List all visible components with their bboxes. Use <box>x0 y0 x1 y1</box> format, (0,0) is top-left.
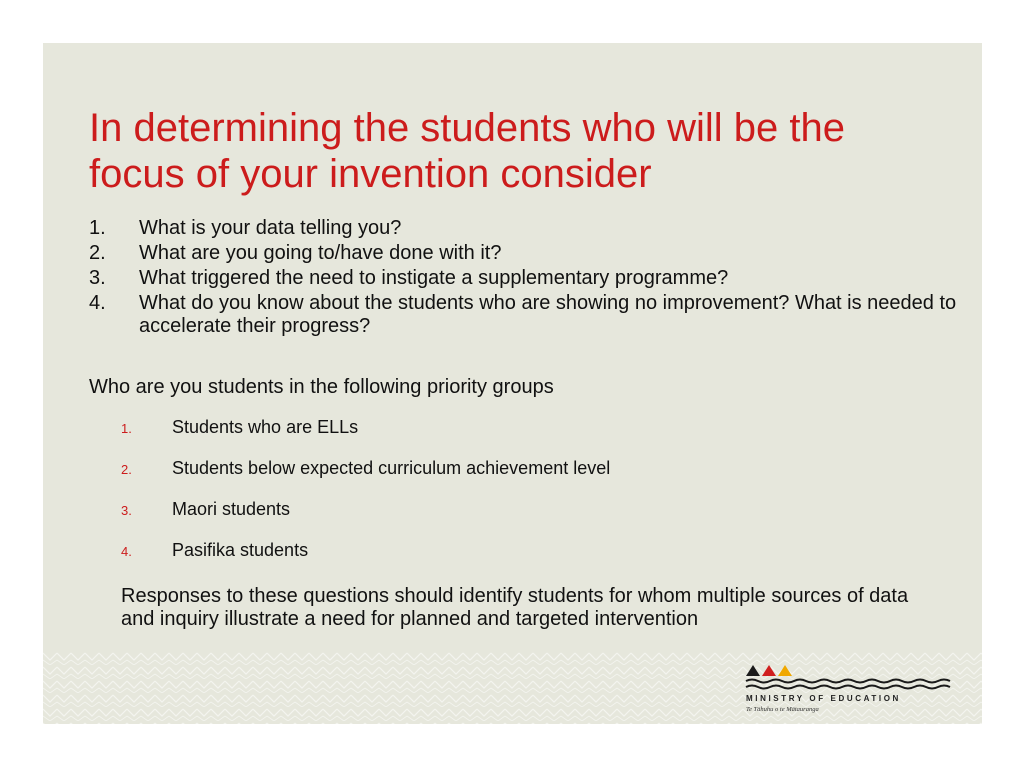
slide <box>43 43 982 724</box>
priority-group-list <box>121 417 821 581</box>
list-item <box>89 292 969 338</box>
question-text: What are you going to/have done with it? <box>139 242 502 264</box>
list-item <box>121 540 821 581</box>
logo-subtitle: Te Tāhuhu o te Mātauranga <box>746 706 819 713</box>
question-number: 3. <box>89 267 106 289</box>
priority-groups-heading: Who are you students in the following priority groups <box>89 376 554 398</box>
question-number: 4. <box>89 292 106 314</box>
list-item <box>89 217 969 240</box>
triangles-icon <box>743 662 963 694</box>
group-number: 3. <box>121 503 132 518</box>
group-number: 1. <box>121 421 132 436</box>
slide-title: In determining the students who will be the focus of your invention consider <box>89 106 845 196</box>
list-item <box>89 242 969 265</box>
question-text: What triggered the need to instigate a supplementary programme? <box>139 267 729 289</box>
question-number: 2. <box>89 242 106 264</box>
responses-paragraph: Responses to these questions should identify students for whom multiple sources of data and inquiry illustrate a need for planned and targeted intervention <box>121 585 909 630</box>
list-item <box>89 267 969 290</box>
list-item <box>121 499 821 540</box>
ministry-logo <box>743 662 963 722</box>
question-list <box>89 217 969 340</box>
group-text: Students below expected curriculum achievement level <box>172 458 611 478</box>
group-number: 4. <box>121 544 132 559</box>
question-number: 1. <box>89 217 106 239</box>
list-item <box>121 458 821 499</box>
logo-name: MINISTRY OF EDUCATION <box>746 694 901 703</box>
group-text: Students who are ELLs <box>172 417 359 437</box>
group-text: Maori students <box>172 499 291 519</box>
group-text: Pasifika students <box>172 540 309 560</box>
list-item <box>121 417 821 458</box>
group-number: 2. <box>121 462 132 477</box>
question-text: What is your data telling you? <box>139 217 402 239</box>
question-text: What do you know about the students who are showing no improvement? What is needed to accelerate their progress? <box>139 292 957 337</box>
